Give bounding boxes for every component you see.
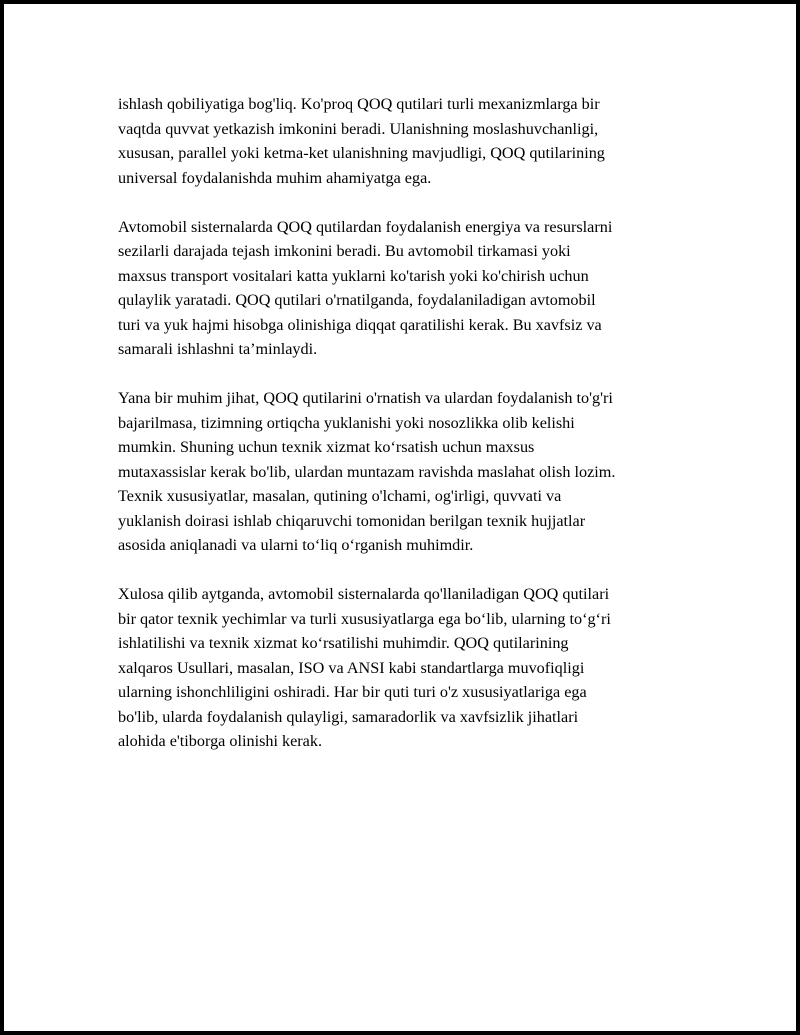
paragraph-1: ishlash qobiliyatiga bog'liq. Ko'proq QOQ qutilari turli mexanizmlarga bir vaqtda quvvat yetkazish imkonini beradi. Ulanishning moslashuvchanligi, xususan, parallel yoki ketma-ket ulanishning mavjudligi, QOQ qutilarining universal foydalanishda muhim ahamiyatga ega.: [118, 95, 605, 187]
paragraph-2: Avtomobil sisternalarda QOQ qutilardan foydalanish energiya va resurslarni sezilarli darajada tejash imkonini beradi. Bu avtomobil tirkamasi yoki maxsus transport vositalari katta yuklarni ko'tarish yoki ko'chirish uchun qulaylik yaratadi. QOQ qutilari o'rnatilganda, foydalaniladigan avtomobil turi va yuk hajmi hisobga olinishiga diqqat qaratilishi kerak. Bu xavfsiz va samarali ishlashni ta’minlaydi.: [118, 217, 613, 358]
paragraph-3: Yana bir muhim jihat, QOQ qutilarini o'rnatish va ulardan foydalanish to'g'ri bajarilmasa, tizimning ortiqcha yuklanishi yoki nosozlikka olib kelishi mumkin. Shuning uchun texnik xizmat ko‘rsatish uchun maxsus mutaxassislar kerak bo'lib, ulardan muntazam ravishda maslahat olish lozim. Texnik xususiyatlar, masalan, qutining o'lchami, og'irligi, quvvati va yuklanish doirasi ishlab chiqaruvchi tomonidan berilgan texnik hujjatlar asosida aniqlanadi va ularni to‘liq o‘rganish muhimdir.: [118, 389, 616, 554]
paragraph-4: Xulosa qilib aytganda, avtomobil sisternalarda qo'llaniladigan QOQ qutilari bir qator texnik yechimlar va turli xususiyatlarga ega bo‘lib, ularning to‘g‘ri ishlatilishi va texnik xizmat ko‘rsatilishi muhimdir. QOQ qutilarining xalqaros Usullari, masalan, ISO va ANSI kabi standartlarga muvofiqligi ularning ishonchliligini oshiradi. Har bir quti turi o'z xususiyatlariga ega bo'lib, ularda foydalanish qulayligi, samaradorlik va xavfsizlik jihatlari alohida e'tiborga olinishi kerak.: [118, 585, 611, 750]
document-body: [118, 92, 703, 754]
